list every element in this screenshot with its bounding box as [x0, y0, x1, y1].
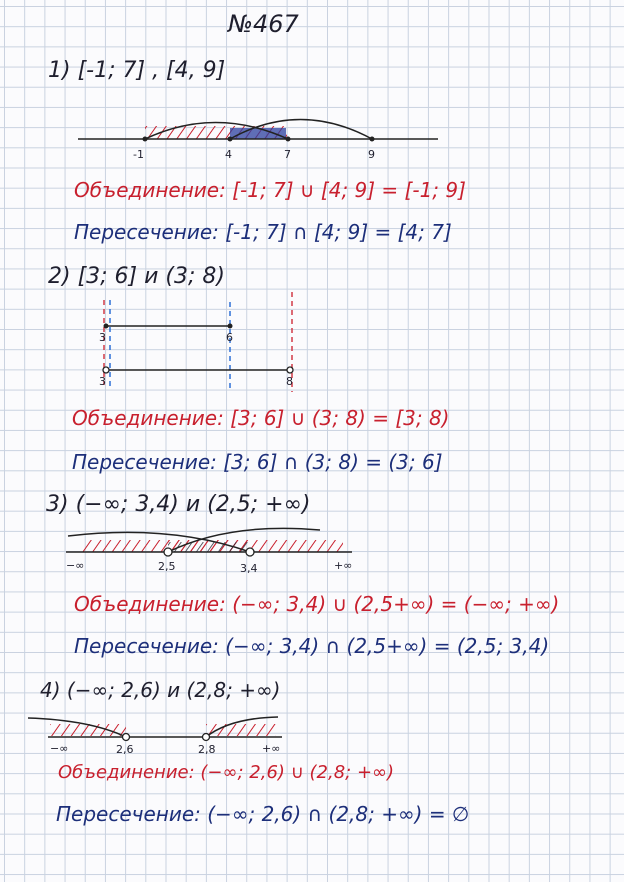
task-3-tick: 2,5: [158, 560, 176, 573]
union-label: Объединение: [74, 592, 220, 616]
task-4-tick: −∞: [50, 742, 69, 755]
task-1-intersection: [74, 222, 452, 242]
union-label: Объединение: [58, 762, 189, 783]
task-3-tick: −∞: [66, 559, 85, 572]
intersection-label: Пересечение: [74, 220, 213, 244]
intersection-expression: : (−∞; 3,4) ∩ (2,5+∞) = (2,5; 3,4): [212, 634, 550, 658]
task-2-point-3a: [104, 324, 109, 329]
intersection-expression: : [3; 6] ∩ (3; 8) = (3; 6]: [210, 450, 443, 474]
task-1-tick: 9: [368, 148, 375, 161]
intersection-expression: : (−∞; 2,6) ∩ (2,8; +∞) = ∅: [194, 802, 470, 826]
task-1-point-d: [370, 137, 375, 142]
task-2-tick: 8: [286, 375, 293, 388]
task-4-point-2-8: [203, 734, 210, 741]
union-expression: : (−∞; 2,6) ∪ (2,8; +∞): [188, 762, 395, 783]
task-4-hatch-first: [50, 724, 126, 736]
task-1-union: [74, 180, 466, 200]
union-expression: : (−∞; 3,4) ∪ (2,5+∞) = (−∞; +∞): [219, 592, 560, 616]
task-1-graph: [78, 120, 438, 142]
task-1-overlap-fill: [230, 128, 286, 139]
task-2-union: [72, 408, 449, 428]
task-3-header: 3) (−∞; 3,4) и (2,5; +∞): [46, 492, 311, 517]
task-4-tick: 2,6: [116, 743, 134, 756]
task-2-graph: [103, 292, 293, 392]
union-label: Объединение: [72, 406, 218, 430]
union-label: Объединение: [74, 178, 220, 202]
problem-number: №467: [228, 10, 299, 38]
task-4-graph: [28, 717, 282, 741]
task-2-header: 2) [3; 6] и (3; 8): [48, 264, 225, 289]
task-3-intersection: [74, 636, 549, 656]
task-4-tick: +∞: [262, 742, 281, 755]
task-3-point-3-4: [246, 548, 254, 556]
task-3-graph: [66, 528, 352, 556]
union-expression: : [3; 6] ∪ (3; 8) = [3; 8): [217, 406, 450, 430]
task-2-point-6: [228, 324, 233, 329]
task-2-tick: 6: [226, 331, 233, 344]
task-2-point-8: [287, 367, 293, 373]
task-2-point-3b: [103, 367, 109, 373]
intersection-label: Пересечение: [74, 634, 213, 658]
task-3-tick: +∞: [334, 559, 353, 572]
task-2-intersection: [72, 452, 443, 472]
task-3-point-2-5: [164, 548, 172, 556]
task-1-point-a: [143, 137, 148, 142]
task-3-union: [74, 594, 559, 614]
intersection-expression: : [-1; 7] ∩ [4; 9] = [4; 7]: [212, 220, 452, 244]
task-1-tick: 4: [225, 148, 232, 161]
task-4-point-2-6: [123, 734, 130, 741]
task-3-tick: 3,4: [240, 562, 258, 575]
intersection-label: Пересечение: [56, 802, 195, 826]
task-4-tick: 2,8: [198, 743, 216, 756]
task-2-tick: 3: [99, 331, 106, 344]
union-expression: : [-1; 7] ∪ [4; 9] = [-1; 9]: [219, 178, 466, 202]
task-2-tick: 3: [99, 375, 106, 388]
task-4-header: 4) (−∞; 2,6) и (2,8; +∞): [40, 678, 281, 702]
task-1-header: 1) [-1; 7] , [4, 9]: [48, 58, 226, 83]
intersection-label: Пересечение: [72, 450, 211, 474]
task-1-point-c: [286, 137, 291, 142]
task-4-intersection: [56, 804, 469, 824]
task-1-tick: -1: [133, 148, 144, 161]
task-1-tick: 7: [284, 148, 291, 161]
task-4-union: [58, 764, 394, 782]
task-1-point-b: [228, 137, 233, 142]
